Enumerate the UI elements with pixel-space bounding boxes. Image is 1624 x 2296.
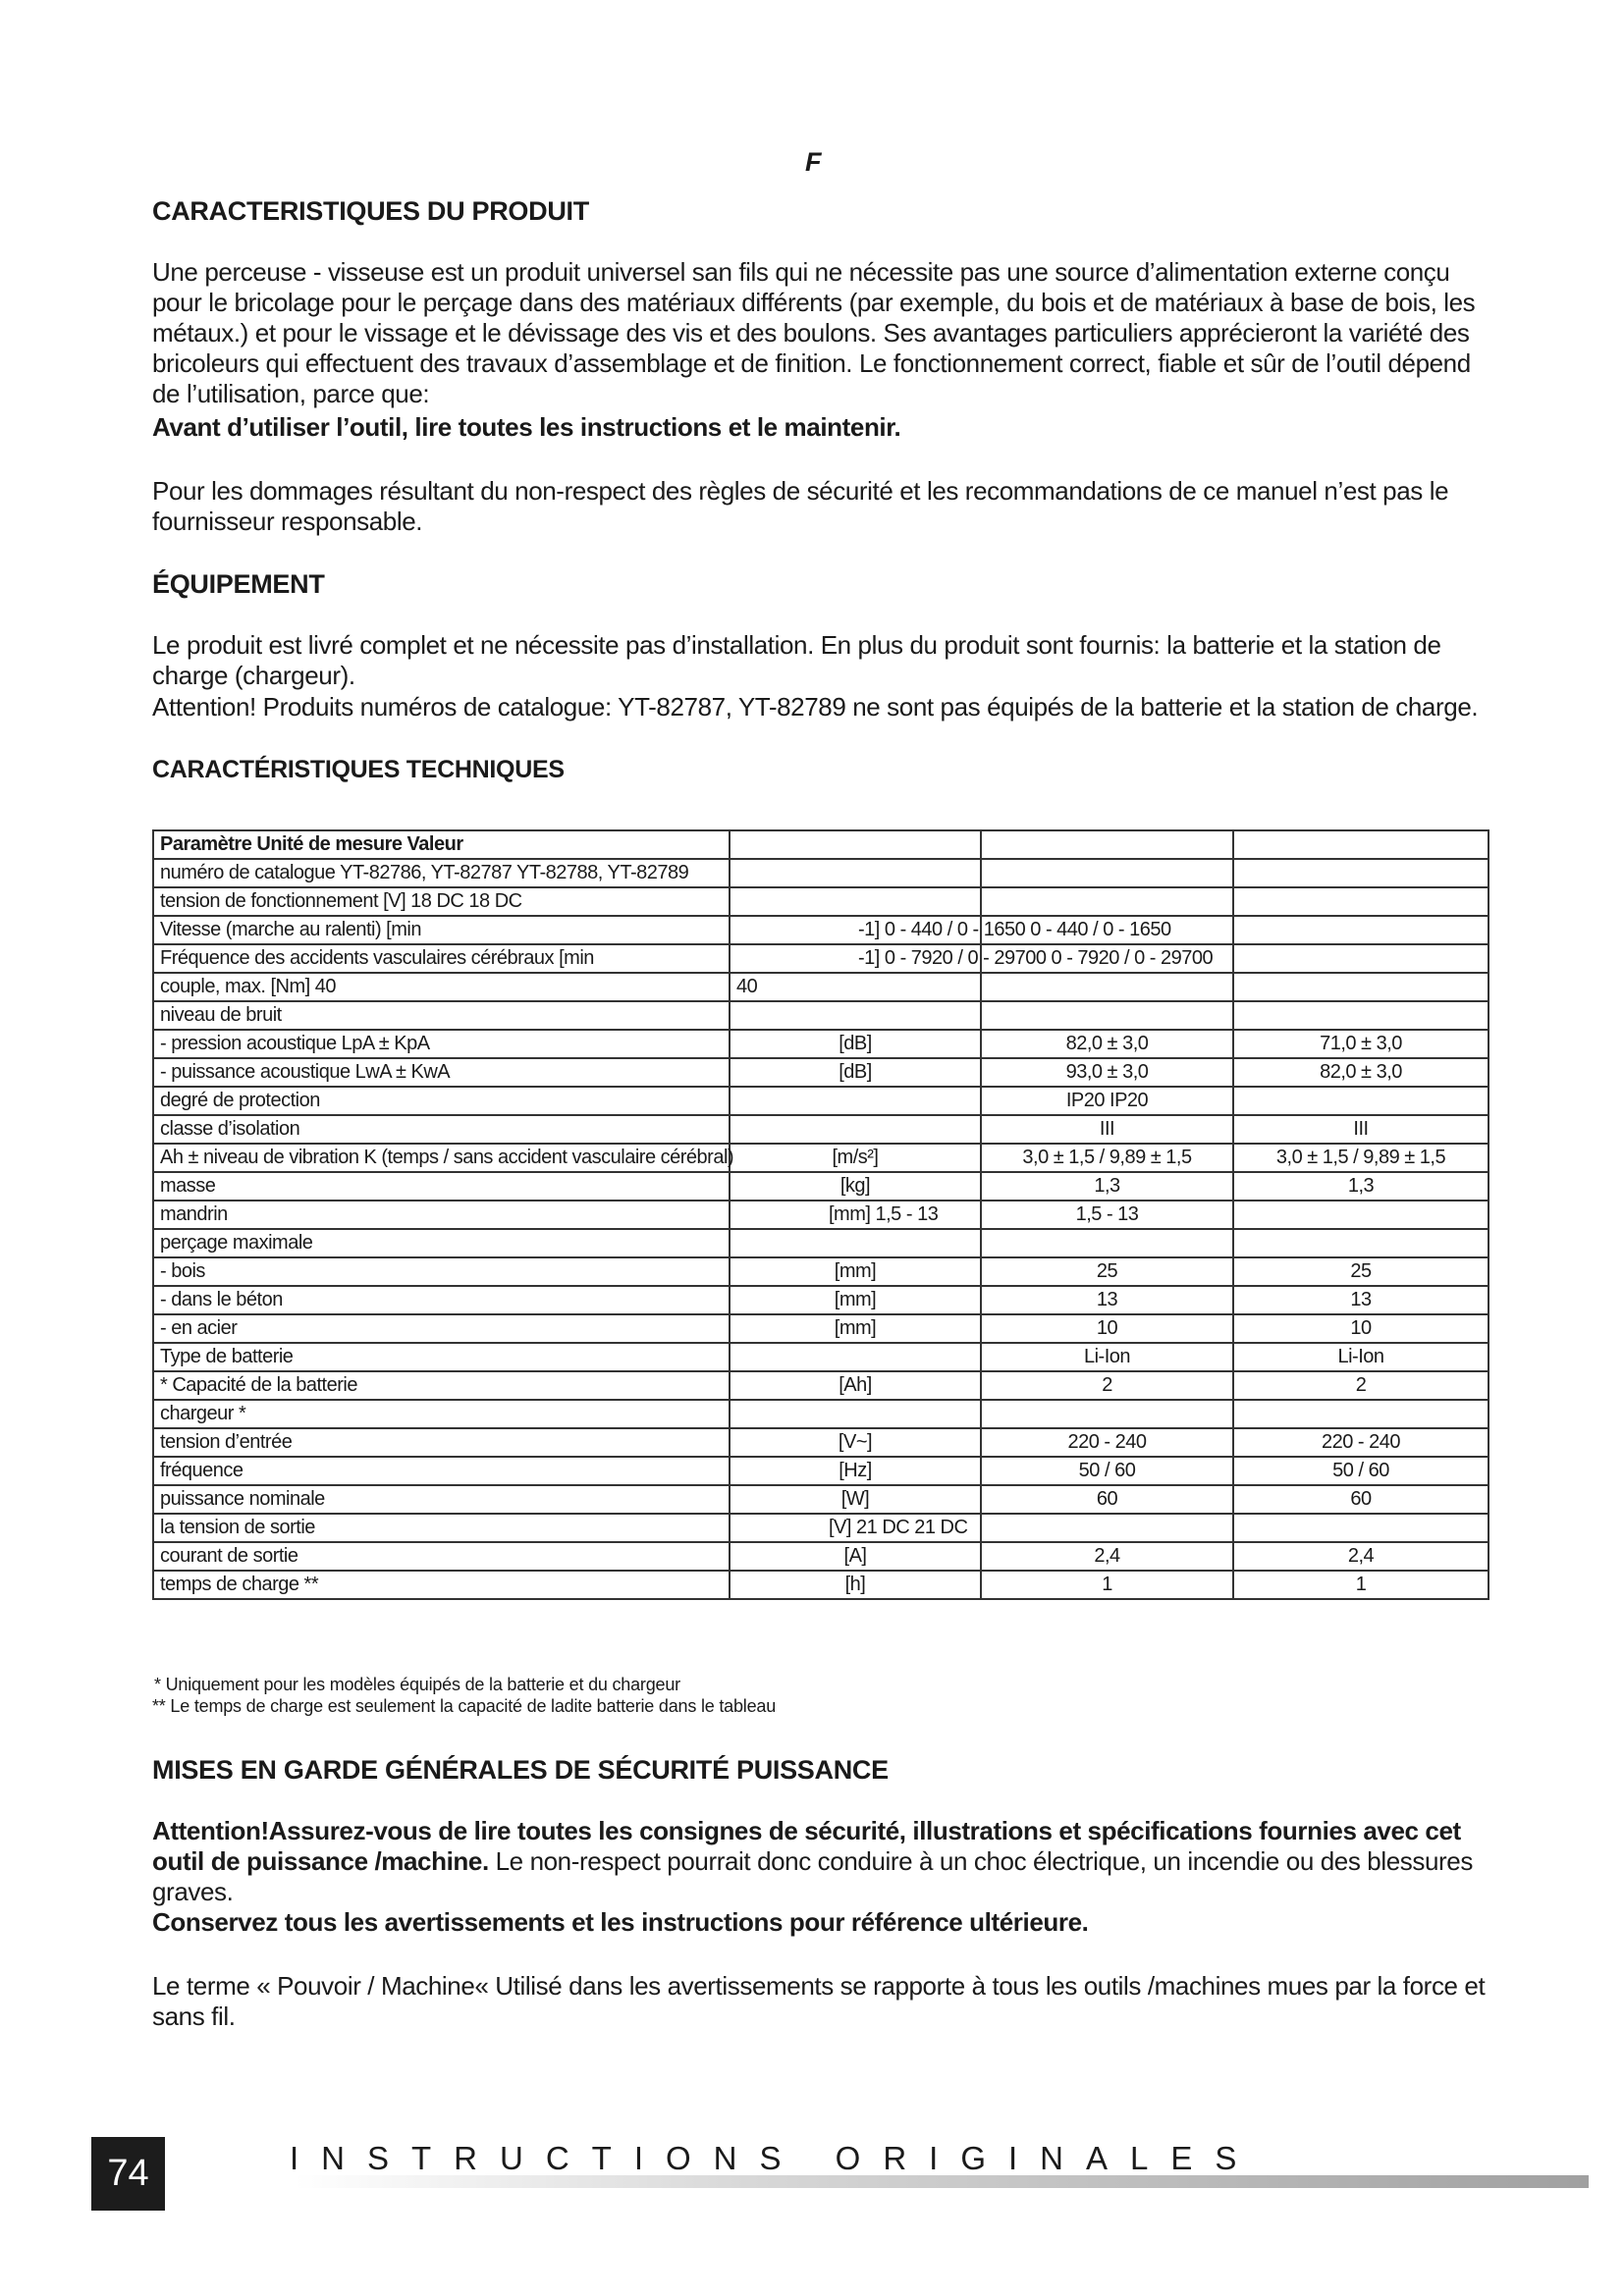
table-cell: 2 [1233, 1371, 1489, 1400]
table-cell [730, 1400, 981, 1428]
table-cell [981, 973, 1233, 1001]
table-row [153, 944, 1489, 973]
table-cell: tension de fonctionnement [V] 18 DC 18 DC [153, 887, 730, 916]
table-cell [730, 1001, 981, 1030]
language-marker: F [805, 147, 822, 177]
table-cell: * Capacité de la batterie [153, 1371, 730, 1400]
table-cell: 1 [981, 1571, 1233, 1599]
table-row [153, 1457, 1489, 1485]
table-cell: Paramètre Unité de mesure Valeur [153, 830, 730, 859]
table-cell: [dB] [730, 1058, 981, 1087]
table-row [153, 1314, 1489, 1343]
table-cell [981, 1400, 1233, 1428]
table-cell [1233, 916, 1489, 944]
table-row [153, 1286, 1489, 1314]
section-title-specs: CARACTÉRISTIQUES TECHNIQUES [152, 756, 565, 783]
table-cell: 10 [981, 1314, 1233, 1343]
table-cell [730, 1229, 981, 1257]
table-cell: [m/s²] [730, 1144, 981, 1172]
table-cell: Type de batterie [153, 1343, 730, 1371]
table-row [153, 1087, 1489, 1115]
table-cell: la tension de sortie [153, 1514, 730, 1542]
table-cell [981, 887, 1233, 916]
liability-paragraph: Pour les dommages résultant du non-respect des règles de sécurité et les recommandations de ce manuel n’est pas le fournisseur responsable. [152, 476, 1449, 536]
table-cell: 25 [1233, 1257, 1489, 1286]
table-cell: - en acier [153, 1314, 730, 1343]
table-row [153, 1257, 1489, 1286]
footnote-battery: * Uniquement pour les modèles équipés de la batterie et du chargeur [154, 1675, 680, 1694]
section-title-product: CARACTERISTIQUES DU PRODUIT [152, 196, 589, 226]
table-row [153, 916, 1489, 944]
table-row [153, 973, 1489, 1001]
table-cell [981, 1001, 1233, 1030]
table-cell: Ah ± niveau de vibration K (temps / sans accident vasculaire cérébral) [153, 1144, 730, 1172]
section-title-equipment: ÉQUIPEMENT [152, 569, 325, 599]
table-cell: 2,4 [1233, 1542, 1489, 1571]
table-cell: 25 [981, 1257, 1233, 1286]
table-cell: 82,0 ± 3,0 [1233, 1058, 1489, 1087]
table-cell [730, 1343, 981, 1371]
table-row [153, 1115, 1489, 1144]
spec-table [152, 829, 1489, 1600]
table-cell: 13 [981, 1286, 1233, 1314]
table-cell: - pression acoustique LpA ± KpA [153, 1030, 730, 1058]
table-cell: 220 - 240 [981, 1428, 1233, 1457]
table-cell [981, 830, 1233, 859]
table-cell: courant de sortie [153, 1542, 730, 1571]
table-cell [730, 1115, 981, 1144]
table-cell: 10 [1233, 1314, 1489, 1343]
table-cell: 50 / 60 [1233, 1457, 1489, 1485]
table-row [153, 1428, 1489, 1457]
table-cell: Li-Ion [981, 1343, 1233, 1371]
table-cell: [mm] [730, 1286, 981, 1314]
table-cell: couple, max. [Nm] 40 [153, 973, 730, 1001]
table-cell [730, 887, 981, 916]
table-cell: Li-Ion [1233, 1343, 1489, 1371]
keep-instructions: Conservez tous les avertissements et les instructions pour référence ultérieure. [152, 1907, 1089, 1937]
table-cell: perçage maximale [153, 1229, 730, 1257]
table-row [153, 859, 1489, 887]
table-cell: 1,5 - 13 [981, 1201, 1233, 1229]
table-cell: Fréquence des accidents vasculaires cérébraux [min [153, 944, 730, 973]
footnote-charge-time: ** Le temps de charge est seulement la capacité de ladite batterie dans le tableau [152, 1696, 777, 1716]
table-row [153, 1371, 1489, 1400]
table-row [153, 1229, 1489, 1257]
safety-warning-bold: Attention!Assurez-vous de lire toutes les consignes de sécurité, illustrations et spécifications fournies avec cet outil de puissance /machine. [152, 1816, 1461, 1876]
table-cell: niveau de bruit [153, 1001, 730, 1030]
table-cell: 40 [730, 973, 981, 1001]
table-cell: chargeur * [153, 1400, 730, 1428]
table-row [153, 1001, 1489, 1030]
table-cell: 220 - 240 [1233, 1428, 1489, 1457]
table-cell: 82,0 ± 3,0 [981, 1030, 1233, 1058]
table-cell [981, 1514, 1233, 1542]
table-cell [1233, 1514, 1489, 1542]
table-row [153, 1400, 1489, 1428]
table-row [153, 1542, 1489, 1571]
table-row [153, 1030, 1489, 1058]
table-cell: degré de protection [153, 1087, 730, 1115]
table-cell: IP20 IP20 [981, 1087, 1233, 1115]
table-cell: temps de charge ** [153, 1571, 730, 1599]
table-cell: [A] [730, 1542, 981, 1571]
table-cell: 3,0 ± 1,5 / 9,89 ± 1,5 [1233, 1144, 1489, 1172]
safety-warning-rest: Le non-respect pourrait donc conduire à un choc électrique, un incendie ou des blessures graves. [152, 1846, 1473, 1906]
table-cell: tension d’entrée [153, 1428, 730, 1457]
table-row [153, 1201, 1489, 1229]
table-cell: Vitesse (marche au ralenti) [min [153, 916, 730, 944]
table-cell: puissance nominale [153, 1485, 730, 1514]
table-cell: numéro de catalogue YT-82786, YT-82787 YT-82788, YT-82789 [153, 859, 730, 887]
table-row [153, 1343, 1489, 1371]
safety-warning [152, 1816, 1489, 1907]
table-cell: [Ah] [730, 1371, 981, 1400]
table-row [153, 1172, 1489, 1201]
table-cell: - puissance acoustique LwA ± KwA [153, 1058, 730, 1087]
footer-title: INSTRUCTIONS ORIGINALES [290, 2140, 1260, 2176]
read-instructions-warning: Avant d’utiliser l’outil, lire toutes les instructions et le maintenir. [152, 412, 901, 442]
table-cell [1233, 1201, 1489, 1229]
table-row [153, 1514, 1489, 1542]
table-cell: mandrin [153, 1201, 730, 1229]
table-row [153, 887, 1489, 916]
product-description: Une perceuse - visseuse est un produit universel san fils qui ne nécessite pas une source d’alimentation externe conçu pour le bricolage pour le perçage dans des matériaux différents (par exemple, du bois et de matériaux à base de bois, les métaux.) et pour le vissage et le dévissage des vis et des boulons. Ses avantages particuliers apprécieront la variété des bricoleurs qui effectuent des travaux d’assemblage et de finition. Le fonctionnement correct, fiable et sûr de l’outil dépend de l’utilisation, parce que: [152, 257, 1476, 408]
table-cell [981, 859, 1233, 887]
table-cell: 93,0 ± 3,0 [981, 1058, 1233, 1087]
table-cell: -1] 0 - 7920 / 0 - 29700 0 - 7920 / 0 - 29700 [730, 944, 981, 973]
table-cell: 1 [1233, 1571, 1489, 1599]
table-cell: [Hz] [730, 1457, 981, 1485]
table-cell: 2 [981, 1371, 1233, 1400]
table-cell: 1,3 [1233, 1172, 1489, 1201]
table-cell: - dans le béton [153, 1286, 730, 1314]
table-cell: 13 [1233, 1286, 1489, 1314]
table-cell [730, 859, 981, 887]
table-cell [1233, 1087, 1489, 1115]
table-cell [1233, 944, 1489, 973]
table-cell: [mm] [730, 1314, 981, 1343]
table-cell: classe d’isolation [153, 1115, 730, 1144]
table-cell [1233, 887, 1489, 916]
table-cell [1233, 1400, 1489, 1428]
section-title-safety: MISES EN GARDE GÉNÉRALES DE SÉCURITÉ PUISSANCE [152, 1755, 889, 1785]
table-cell: - bois [153, 1257, 730, 1286]
table-cell: 60 [981, 1485, 1233, 1514]
table-cell [981, 1229, 1233, 1257]
table-cell: -1] 0 - 440 / 0 - 1650 0 - 440 / 0 - 1650 [730, 916, 981, 944]
table-cell: [kg] [730, 1172, 981, 1201]
table-cell [730, 830, 981, 859]
equipment-attention: Attention! Produits numéros de catalogue: YT-82787, YT-82789 ne sont pas équipés de la batterie et la station de charge. [152, 692, 1479, 721]
table-cell [1233, 973, 1489, 1001]
table-cell: III [1233, 1115, 1489, 1144]
table-cell: 71,0 ± 3,0 [1233, 1030, 1489, 1058]
term-definition: Le terme « Pouvoir / Machine« Utilisé dans les avertissements se rapporte à tous les outils /machines mues par la force et sans fil. [152, 1971, 1486, 2031]
table-row [153, 830, 1489, 859]
table-cell: [mm] [730, 1257, 981, 1286]
table-row [153, 1485, 1489, 1514]
page-number: 74 [91, 2137, 165, 2211]
table-row [153, 1058, 1489, 1087]
table-row [153, 1144, 1489, 1172]
table-cell: III [981, 1115, 1233, 1144]
table-cell [730, 1087, 981, 1115]
table-cell: [V~] [730, 1428, 981, 1457]
table-cell: [V] 21 DC 21 DC [730, 1514, 981, 1542]
table-cell: 3,0 ± 1,5 / 9,89 ± 1,5 [981, 1144, 1233, 1172]
table-cell: [h] [730, 1571, 981, 1599]
table-cell: [dB] [730, 1030, 981, 1058]
table-cell: 60 [1233, 1485, 1489, 1514]
equipment-paragraph: Le produit est livré complet et ne nécessite pas d’installation. En plus du produit sont fournis: la batterie et la station de charge (chargeur). [152, 630, 1441, 690]
table-cell [1233, 830, 1489, 859]
table-cell: 2,4 [981, 1542, 1233, 1571]
table-cell: fréquence [153, 1457, 730, 1485]
table-row [153, 1571, 1489, 1599]
table-cell: 1,3 [981, 1172, 1233, 1201]
table-cell: masse [153, 1172, 730, 1201]
table-cell: [W] [730, 1485, 981, 1514]
table-cell [1233, 1229, 1489, 1257]
table-cell: 50 / 60 [981, 1457, 1233, 1485]
table-cell [1233, 859, 1489, 887]
table-cell [1233, 1001, 1489, 1030]
table-cell: [mm] 1,5 - 13 [730, 1201, 981, 1229]
